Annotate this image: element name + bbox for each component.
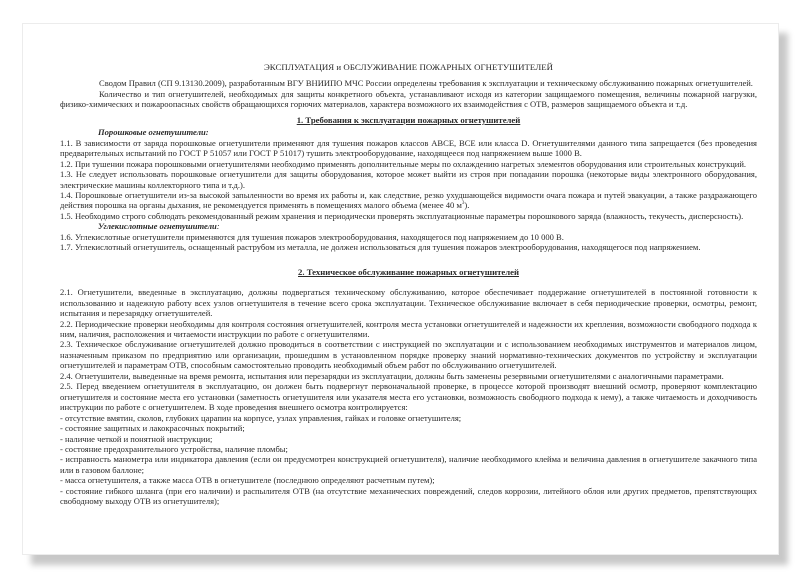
document-title: ЭКСПЛУАТАЦИЯ и ОБСЛУЖИВАНИЕ ПОЖАРНЫХ ОГНЕТУШИТЕЛЕЙ — [263, 62, 554, 72]
list-item: 1.7. Углекислотный огнетушитель, оснащенный раструбом из металла, не должен использоваться для тушения пожаров электрооборудования, находящегося под напряжением. — [60, 242, 701, 253]
list-item — [60, 190, 757, 211]
checklist-item: - масса огнетушителя, а также масса ОТВ в огнетушителе (последнюю определяют расчетным путем); — [60, 475, 435, 486]
co2-subheading-text: Углекислотные огнетушители — [98, 221, 217, 232]
list-item: 2.4. Огнетушители, выведенные на время ремонта, испытания или перезарядки из эксплуатации, должны быть заменены резервными огнетушителями с аналогичными параметрами. — [60, 370, 724, 381]
document-body — [60, 62, 757, 507]
list-item: 1.1. В зависимости от заряда порошковые огнетушители применяют для тушения пожаров классов АВСЕ, ВСЕ или класса D. Огнетушителями данного типа запрещается (без проведения предварительных испытаний по ГОСТ Р 51057 или ГОСТ Р 51017) тушить электрооборудование, находящееся под напряжением выше 1000 В. — [60, 137, 757, 159]
item-1-4-text: 1.4. Порошковые огнетушители из-за высокой запыленности во время их работы и, как следствие, резко ухудшающейся видимости очага пожара и путей эвакуации, а также раздражающего действия порошка на органы дыхания, не рекомендуется применять в помещениях малого объема (менее 40 м — [60, 189, 757, 211]
checklist-item: - наличие четкой и понятной инструкции; — [60, 433, 213, 444]
checklist-item: - состояние гибкого шланга (при его наличии) и распылителя ОТВ (на отсутствие механических повреждений, следов коррозии, литейного облоя или других предметов, препятствующих свободному выходу ОТВ из огнетушителя); — [60, 485, 757, 507]
superscript: 3 — [461, 201, 465, 207]
co2-subheading-colon: : — [216, 221, 220, 232]
intro-paragraph: Количество и тип огнетушителей, необходимых для защиты конкретного объекта, устанавливают исходя из категории защищаемого помещения, величины пожарной нагрузки, физико-химических и пожароопасных свойств обращающихся горючих материалов, характера возможного их взаимодействия с ОТВ, размеров защищаемого объекта и т.д. — [60, 88, 757, 110]
list-item: 1.5. Необходимо строго соблюдать рекомендованный режим хранения и периодически проверять эксплуатационные параметры порошкового заряда (влажность, текучесть, дисперсность). — [60, 210, 744, 221]
item-1-4-end: ). — [464, 200, 470, 211]
powder-subheading: Порошковые огнетушители: — [98, 127, 209, 138]
list-item: 1.3. Не следует использовать порошковые огнетушители для защиты оборудования, которое может выйти из строя при попадании порошка (некоторые виды электронного оборудования, электрические машины коллекторного типа и т.д.). — [60, 169, 757, 190]
list-item: 1.6. Углекислотные огнетушители применяются для тушения пожаров электрооборудования, находящегося под напряжением до 10 000 В. — [60, 231, 564, 242]
list-item: 2.2. Периодические проверки необходимы для контроля состояния огнетушителей, контроля места установки огнетушителей и надежности их крепления, возможности свободного подхода к ним, наличия, расположения и читаемости инструкции по работе с огнетушителями. — [60, 318, 757, 339]
section-2-heading: 2. Техническое обслуживание пожарных огнетушителей — [298, 266, 519, 277]
intro-paragraph: Сводом Правил (СП 9.13130.2009), разработанным ВГУ ВНИИПО МЧС России определены требования к эксплуатации и техническому обслуживанию пожарных огнетушителей. — [99, 78, 753, 89]
checklist-item: - состояние защитных и лакокрасочных покрытий; — [60, 423, 245, 434]
checklist-item: - состояние предохранительного устройства, наличие пломбы; — [60, 443, 288, 454]
list-item: 2.3. Техническое обслуживание огнетушителей должно проводиться в соответствии с инструкцией по эксплуатации и с использованием необходимых инструментов и материалов лицом, назначенным приказом по предприятию или организации, прошедшим в установленном порядке проверку знаний нормативно-технических документов по устройству и эксплуатации огнетушителей и параметрам ОТВ, способным самостоятельно проводить необходимый объем работ по обслуживанию огнетушителей. — [60, 339, 757, 371]
checklist-item: - исправность манометра или индикатора давления (если он предусмотрен конструкцией огнетушителя), наличие необходимого клейма и величина давления в огнетушителе закачного типа или в газовом баллоне; — [60, 454, 757, 475]
list-item: 2.5. Перед введением огнетушителя в эксплуатацию, он должен быть подвергнут первоначальной проверке, в процессе которой производят внешний осмотр, проверяют комплектацию огнетушителя и состояние места его установки (заметность огнетушителя или указателя места его установки, возможность свободного подхода к нему), а также читаемость и доходчивость инструкции по работе с огнетушителем. В ходе проведения внешнего осмотра контролируется: — [60, 381, 757, 413]
co2-subheading — [60, 221, 757, 231]
list-item: 2.1. Огнетушители, введенные в эксплуатацию, должны подвергаться техническому обслуживанию, которое обеспечивает поддержание огнетушителей в постоянной готовности к использованию и надежную работу всех узлов огнетушителя в течение всего срока эксплуатации. Техническое обслуживание включает в себя периодические проверки, осмотры, ремонт, испытания и перезарядку огнетушителей. — [60, 287, 757, 319]
list-item: 1.2. При тушении пожара порошковыми огнетушителями необходимо применять дополнительные меры по охлаждению нагретых элементов оборудования или строительных конструкций. — [60, 158, 747, 169]
section-1-heading: 1. Требования к эксплуатации пожарных огнетушителей — [296, 114, 521, 125]
checklist-item: - отсутствие вмятин, сколов, глубоких царапин на корпусе, узлах управления, гайках и головке огнетушителя; — [60, 412, 462, 423]
